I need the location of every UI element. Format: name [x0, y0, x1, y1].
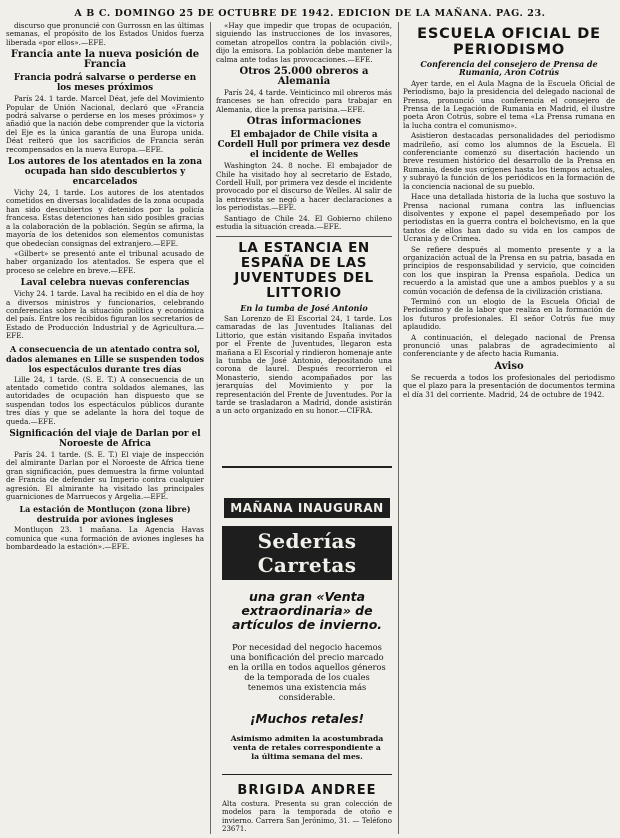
article-text: Lille 24, 1 tarde. (S. E. T.) A consecuencia de un atentado cometido contra soldados alemanes, las autoridades de ocupación han dispuesto que se suspendan todos los espectáculos públicos durante tres días y que se adelante la hora del toque de queda.—EFE.	[6, 374, 204, 426]
article-text: París 24. 1 tarde. Marcel Déat, jefe del Movimiento Popular de Unión Nacional, declaró que «Francia podrá salvarse o perderse en los meses próximos» y añadió que la nación debe comprender que la victoria del Eje es la única garantía de una Europa unida. Déat reiteró que los sacrificios de Francia serán recompensados en la nueva Europa.—EFE.	[6, 94, 204, 154]
headline: Otros 25.000 obreros a Alemania	[239, 66, 369, 88]
page-header: A B C. DOMINGO 25 DE OCTUBRE DE 1942. EDICION DE LA MAÑANA. PAG. 23.	[74, 8, 546, 19]
subheadline: Francia podrá salvarse o perderse en los meses próximos	[13, 73, 197, 94]
article-text: «Gilbert» se presentó ante el tribunal acusado de haber organizado los atentados. Se espera que el proceso se celebre en breve.—EFE.	[6, 248, 204, 275]
headline: La estación de Montluçon (zona libre) destruida por aviones ingleses	[19, 504, 191, 525]
advertisement	[222, 466, 392, 833]
column-right	[403, 22, 615, 834]
subheadline: Conferencia del consejero de Prensa de Rumania, Aron Cotrús	[420, 59, 598, 78]
article-text: Hace una detallada historia de la lucha que sostuvo la Prensa nacional rumana contra las influencias disolventes y expone el papel desempeñado por los periodistas en la guerra contra el bolchevismo, en la que tantos de ellos han dado su vida en los campos de Ucrania y de Crimea.	[403, 192, 615, 244]
column-rule	[398, 22, 399, 834]
feature-headline: LA ESTANCIA EN ESPAÑA DE LAS JUVENTUDES DEL LITTORIO	[234, 239, 374, 301]
section-title: Aviso	[494, 360, 524, 372]
article-text: Montluçon 23. 1 mañana. La Agencia Havas comunica que «una formación de aviones ingleses ha bombardeado la estación».—EFE.	[6, 525, 204, 552]
ad-note: Asimismo admiten la acostumbrada venta de retales correspondiente a la última semana del mes.	[230, 734, 384, 761]
article-text: Terminó con un elogio de la Escuela Oficial de Periodismo y de la labor que realiza en la formación de los futuros profesionales. El señor Cotrús fue muy aplaudido.	[403, 296, 615, 332]
ad-tagline: MAÑANA INAUGURAN	[224, 498, 389, 518]
ad-body-text: Por necesidad del negocio hacemos una bonificación del precio marcado en la orilla en todos aquellos géneros de la temporada de los cuales tenemos una existencia más considerable.	[228, 642, 386, 702]
headline: Francia ante la nueva posición de Francia	[10, 49, 200, 71]
section-title: Otras informaciones	[246, 116, 362, 128]
article-text: Santiago de Chile 24. El Gobierno chileno estudia la situación creada.—EFE.	[216, 213, 392, 232]
article-text: Se refiere después al momento presente y a la organización actual de la Prensa en su patria, basada en principios de responsabilidad y servicio, que coinciden con los que inspiran la Prensa española. Dedica un recuerdo a la amistad que une a ambos pueblos y a su común vocación de defensa de la civilización cristiana.	[403, 244, 615, 296]
article-text: San Lorenzo de El Escorial 24, 1 tarde. Los camaradas de las Juventudes Italianas del Littorio, que están visitando España invitados por el Frente de Juventudes, llegaron esta mañana a El Escorial y rindieron homenaje ante la tumba de José Antonio, depositando una corona de laurel. Después recorrieron el Monasterio, siendo acompañados por las jerarquías del Movimiento y por la representación del Frente de Juventudes. Por la tarde se trasladaron a Madrid, donde asistirán a un acto organizado en su honor.—CIFRA.	[216, 313, 392, 416]
headline: Laval celebra nuevas conferencias	[20, 278, 190, 289]
ad-secondary-text: Alta costura. Presenta su gran colección de modelos para la temporada de otoño e invierno. Carrera San Jerónimo, 31. — Teléfono 23671.	[222, 800, 392, 833]
headline: A consecuencia de un atentado contra sol, dados alemanes en Lille se suspenden todos los espectáculos durante tres días	[6, 343, 204, 374]
article-text: Ayer tarde, en el Aula Magna de la Escuela Oficial de Periodismo, bajo la presidencia del delegado nacional de Prensa, pronunció una conferencia el consejero de Prensa de la Legación de Rumania en Madrid, el ilustre poeta Aron Cotrús, sobre el tema «La Prensa rumana en la lucha contra el comunismo».	[403, 78, 615, 130]
ad-secondary	[222, 774, 392, 833]
ad-brand-name: Sederías Carretas	[222, 526, 392, 580]
divider	[216, 236, 392, 237]
article-text: Asistieron destacadas personalidades del periodismo madrileño, así como los alumnos de la Escuela. El conferenciante comenzó su disertación haciendo un breve resumen histórico del desarrollo de la Prensa en Rumania, desde sus orígenes hasta los tiempos actuales, y subrayó la función de los periódicos en la formación de la conciencia nacional de su pueblo.	[403, 131, 615, 191]
article-text: «Hay que impedir que tropas de ocupación, siguiendo las instrucciones de los invasores, cometan atropellos contra la población civil», dijo la emisora. La población debe mantener la calma ante todas las provocaciones.—EFE.	[216, 22, 392, 64]
column-middle	[216, 22, 392, 462]
article-text: Washington 24. 8 noche. El embajador de Chile ha visitado hoy al secretario de Estado, Cordell Hull, por primera vez desde el incidente provocado por el discurso de Welles. Al salir de la entrevista se negó a hacer declaraciones a los periodistas.—EFE.	[216, 161, 392, 213]
article-text: Se recuerda a todos los profesionales del periodismo que el plazo para la presentación de documentos termina el día 31 del corriente. Madrid, 24 de octubre de 1942.	[403, 372, 615, 399]
column-rule	[210, 22, 211, 834]
article-text: París 24, 4 tarde. Veinticinco mil obreros más franceses se han ofrecido para trabajar en Alemania, dice la prensa parisina.—EFE.	[216, 88, 392, 114]
article-text: A continuación, el delegado nacional de Prensa pronunció unas palabras de agradecimiento al conferenciante y de afecto hacia Rumania.	[403, 332, 615, 359]
article-text: Vichy 24. 1 tarde. Laval ha recibido en el día de hoy a diversos ministros y funcionarios, celebrando conferencias sobre la situación política y económica del país. Entre los recibidos figuran los secretarios de Estado de Producción Industrial y de Agricultura.—EFE.	[6, 289, 204, 341]
ad-slogan: una gran «Venta extraordinaria» de artículos de invierno.	[231, 589, 383, 632]
ad-secondary-name: BRIGIDA ANDREE	[237, 783, 377, 798]
article-text: Vichy 24, 1 tarde. Los autores de los atentados cometidos en diversas localidades de la zona ocupada han sido descubiertos y detenidos por la policía francesa. Estas detenciones han sido posibles gracias a la colaboración de la población. Según se afirma, la mayoría de los detenidos son elementos comunistas que obedecían consignas del extranjero.—EFE.	[6, 188, 204, 248]
headline: Significación del viaje de Darlan por el Noroeste de Africa	[9, 429, 201, 449]
column-left	[6, 22, 204, 834]
subheadline: En la tumba de José Antonio	[240, 302, 368, 313]
ad-highlight: ¡Muchos retales!	[250, 712, 364, 726]
headline: Los autores de los atentados en la zona ocupada han sido descubiertos y encarcelados	[7, 157, 203, 188]
article-text: París 24. 1 tarde. (S. E. T.) El viaje de inspección del almirante Darlan por el Noroeste de Africa tiene gran significación, pues demuestra la firme voluntad de Francia de defender su Imperio contra cualquier agresión. El almirante ha visitado las principales guarniciones de Marruecos y Argelia.—EFE.	[6, 450, 204, 502]
feature-headline: ESCUELA OFICIAL DE PERIODISMO	[417, 26, 601, 58]
article-text: discurso que pronuncié con Gurrossn en las últimas semanas, el propósito de los Estados Unidos fuerza liberada «por ellos».—EFE.	[6, 22, 204, 47]
headline: El embajador de Chile visita a Cordell Hull por primera vez desde el incidente de Welles	[217, 130, 391, 161]
